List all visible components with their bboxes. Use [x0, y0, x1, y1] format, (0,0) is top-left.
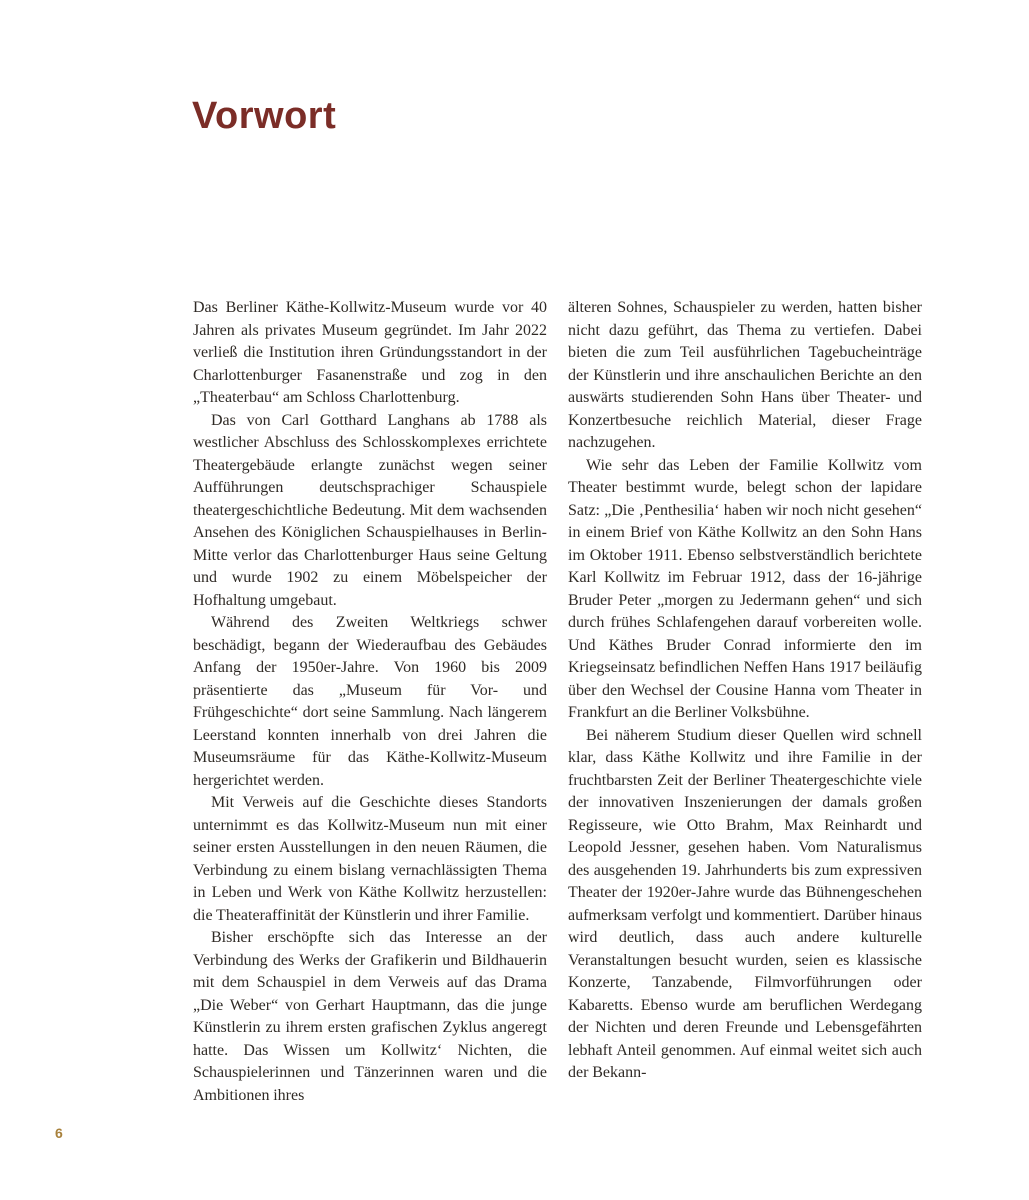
page-title: Vorwort — [192, 95, 337, 137]
text-columns — [193, 297, 922, 1107]
column-left — [193, 297, 547, 1107]
paragraph: Das Berliner Käthe-Kollwitz-Museum wurde vor 40 Jahren als privates Museum gegründet. Im Jahr 2022 verließ die Institution ihren Gründungsstandort in der Charlottenburger Fasanenstraße und zog in den „Theaterbau“ am Schloss Charlottenburg. — [193, 299, 547, 406]
paragraph: Das von Carl Gotthard Langhans ab 1788 als westlicher Abschluss des Schlosskomplexes errichtete Theatergebäude erlangte zunächst wegen seiner Aufführungen deutschsprachiger Schauspiele theatergeschichtliche Bedeutung. Mit dem wachsenden Ansehen des Königlichen Schauspielhauses in Berlin-Mitte verlor das Charlottenburger Haus seine Geltung und wurde 1902 zu einem Möbelspeicher der Hofhaltung umgebaut. — [193, 411, 547, 609]
page-number: 6 — [55, 1125, 63, 1141]
paragraph: älteren Sohnes, Schauspieler zu werden, hatten bisher nicht dazu geführt, das Thema zu vertiefen. Dabei bieten die zum Teil ausführlichen Tagebucheinträge der Künstlerin und ihre anschaulichen Berichte an den auswärts studierenden Sohn Hans über Theater- und Konzertbesuche reichlich Material, dieser Frage nachzugehen. — [568, 299, 922, 451]
paragraph: Mit Verweis auf die Geschichte dieses Standorts unternimmt es das Kollwitz-Museum nun mit einer seiner ersten Ausstellungen in den neuen Räumen, die Verbindung zu einem bislang vernachlässigten Thema in Leben und Werk von Käthe Kollwitz herzustellen: die Theateraffinität der Künstlerin und ihrer Familie. — [193, 794, 547, 924]
paragraph: Wie sehr das Leben der Familie Kollwitz vom Theater bestimmt wurde, belegt schon der lapidare Satz: „Die ‚Penthesilia‘ haben wir noch nicht gesehen“ in einem Brief von Käthe Kollwitz an den Sohn Hans im Oktober 1911. Ebenso selbstverständlich berichtete Karl Kollwitz im Februar 1912, dass der 16-jährige Bruder Peter „morgen zu Jedermann gehen“ und sich durch frühes Schlafengehen darauf vorbereiten wolle. Und Käthes Bruder Conrad informierte den im Kriegseinsatz befindlichen Neffen Hans 1917 beiläufig über den Wechsel der Cousine Hanna vom Theater in Frankfurt an die Berliner Volksbühne. — [568, 456, 922, 721]
column-right — [568, 297, 922, 1107]
paragraph: Bei näherem Studium dieser Quellen wird schnell klar, dass Käthe Kollwitz und ihre Familie in der fruchtbarsten Zeit der Berliner Theatergeschichte viele der innovativen Inszenierungen der damals großen Regisseure, wie Otto Brahm, Max Reinhardt und Leopold Jessner, gesehen haben. Vom Naturalismus des ausgehenden 19. Jahrhunderts bis zum expressiven Theater der 1920er-Jahre wurde das Bühnengeschehen aufmerksam verfolgt und kommentiert. Darüber hinaus wird deutlich, dass auch andere kulturelle Veranstaltungen besucht wurden, seien es klassische Konzerte, Tanzabende, Filmvorführungen oder Kabaretts. Ebenso wurde am beruflichen Werdegang der Nichten und deren Freunde und Lebensgefährten lebhaft Anteil genommen. Auf einmal weitet sich auch der Bekann- — [568, 726, 922, 1081]
paragraph: Bisher erschöpfte sich das Interesse an der Verbindung des Werks der Grafikerin und Bildhauerin mit dem Schauspiel in dem Verweis auf das Drama „Die Weber“ von Gerhart Hauptmann, das die junge Künstlerin zu ihrem ersten grafischen Zyklus angeregt hatte. Das Wissen um Kollwitz‘ Nichten, die Schauspielerinnen und Tänzerinnen waren und die Ambitionen ihres — [193, 929, 547, 1104]
paragraph: Während des Zweiten Weltkriegs schwer beschädigt, begann der Wiederaufbau des Gebäudes Anfang der 1950er-Jahre. Von 1960 bis 2009 präsentierte das „Museum für Vor- und Frühgeschichte“ dort seine Sammlung. Nach längerem Leerstand konnten innerhalb von drei Jahren die Museumsräume für das Käthe-Kollwitz-Museum hergerichtet werden. — [193, 614, 547, 789]
